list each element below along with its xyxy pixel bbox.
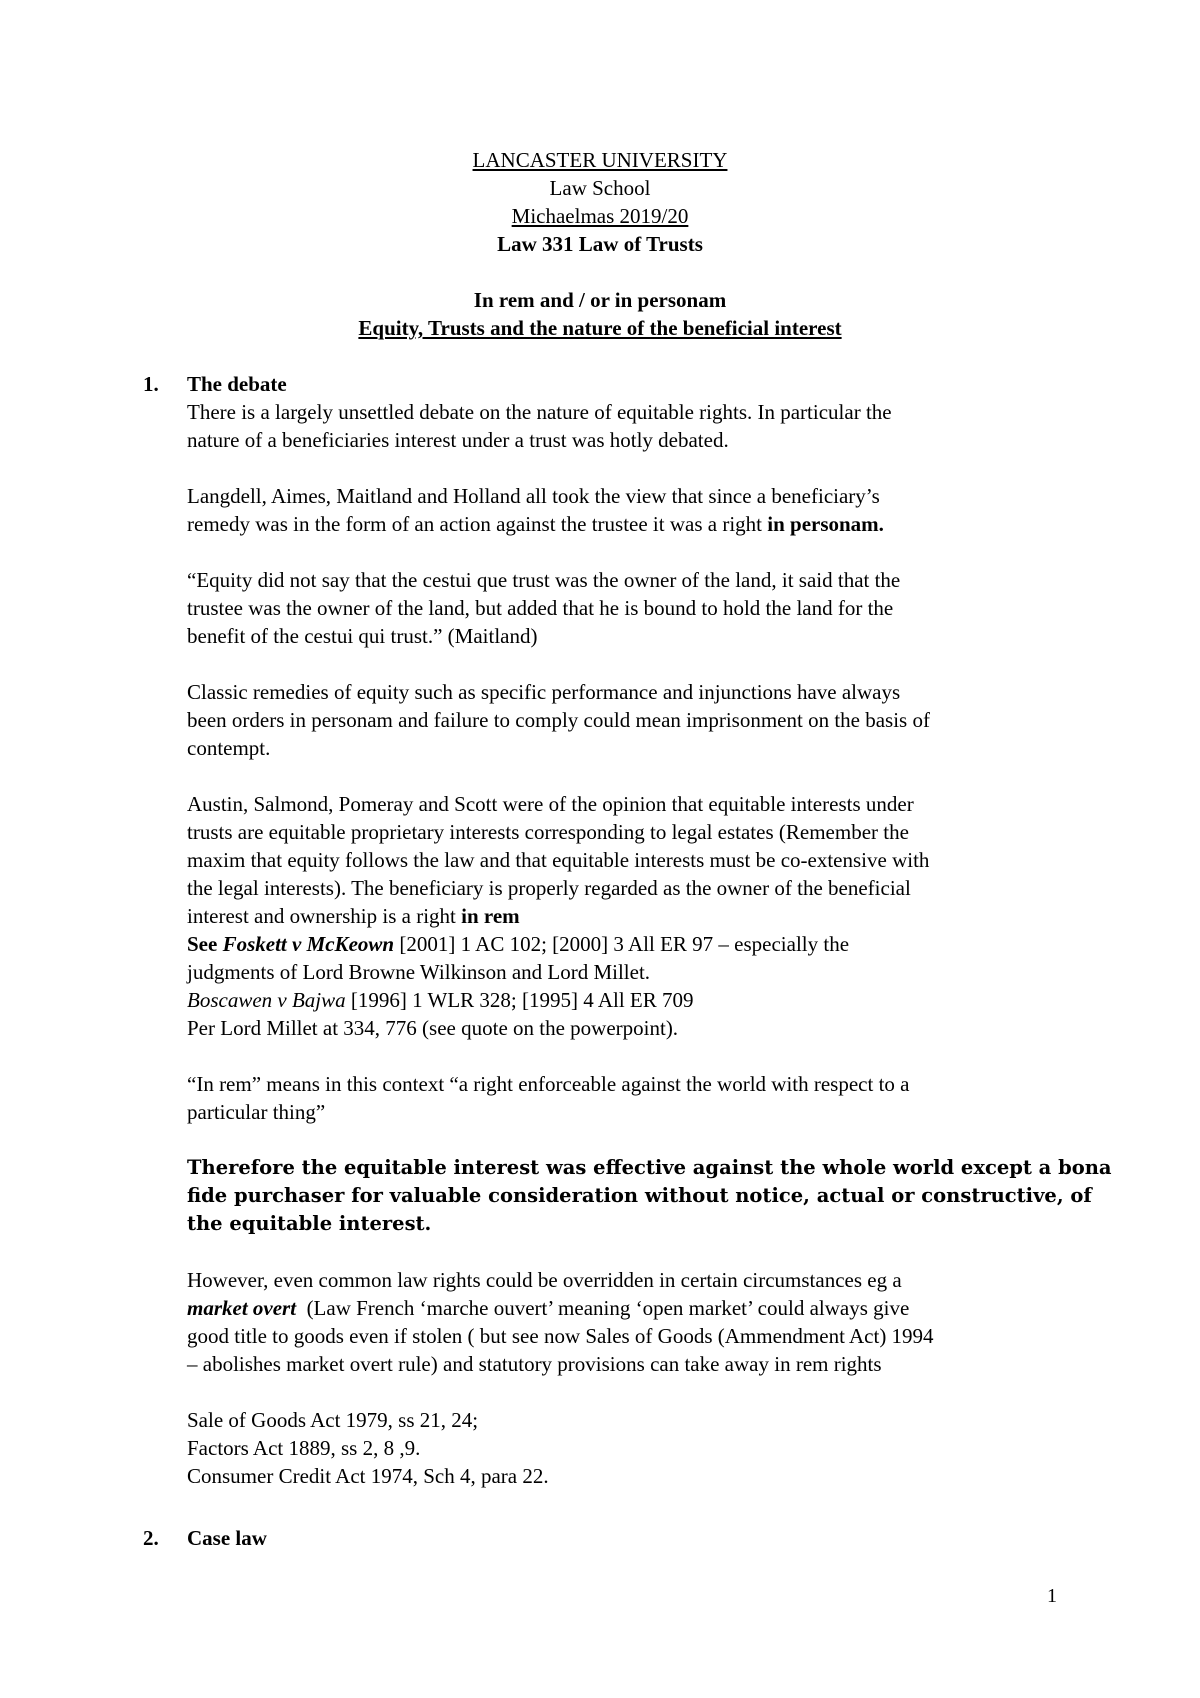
paragraph-line: trusts are equitable proprietary interests corresponding to legal estates (Remember the [187,820,909,844]
paragraph-line: There is a largely unsettled debate on the nature of equitable rights. In particular the [187,400,892,424]
see-label: See [187,932,223,956]
paragraph-line: judgments of Lord Browne Wilkinson and Lord Millet. [187,960,651,984]
paragraph-line: Per Lord Millet at 334, 776 (see quote on the powerpoint). [187,1016,679,1040]
paragraph-line: particular thing” [187,1100,326,1124]
case-name-boscawen: Boscawen v Bajwa [187,988,346,1012]
statute-item: Consumer Credit Act 1974, Sch 4, para 22. [187,1464,549,1488]
section-1-heading: The debate [187,372,287,396]
school-name: Law School [549,176,651,200]
paragraph-line: the equitable interest. [187,1212,432,1235]
paragraph-line: nature of a beneficiaries interest under a trust was hotly debated. [187,428,729,452]
statute-item: Factors Act 1889, ss 2, 8 ,9. [187,1436,421,1460]
case-citation-foskett [187,930,1067,958]
paragraph-line: maxim that equity follows the law and that equitable interests must be co-extensive with [187,848,930,872]
paragraph-line: Langdell, Aimes, Maitland and Holland all took the view that since a beneficiary’s [187,484,880,508]
market-overt-term: market overt [187,1296,297,1320]
page-number: 1 [1047,1585,1057,1607]
paragraph-line: – abolishes market overt rule) and statutory provisions can take away in rem rights [187,1352,882,1376]
section-1-number: 1. [143,372,159,396]
quote-line: “Equity did not say that the cestui que trust was the owner of the land, it said that the [187,568,901,592]
paragraph-line: the legal interests). The beneficiary is properly regarded as the owner of the beneficial [187,876,911,900]
in-rem-emphasis: in rem [461,904,520,928]
paragraph-line: Therefore the equitable interest was effective against the whole world except a bona [187,1156,1112,1179]
paragraph-line: Classic remedies of equity such as specific performance and injunctions have always [187,680,901,704]
paragraph-line: good title to goods even if stolen ( but see now Sales of Goods (Ammendment Act) 1994 [187,1324,934,1348]
paragraph-line: contempt. [187,736,271,760]
citation-text: [1996] 1 WLR 328; [1995] 4 All ER 709 [345,988,694,1012]
module-title: Law 331 Law of Trusts [497,232,703,256]
conclusion-paragraph [187,1154,1112,1238]
case-citation-boscawen [187,986,1067,1014]
in-personam-emphasis: in personam. [767,512,884,536]
paragraph-line [187,902,1067,930]
quote-line: benefit of the cestui qui trust.” (Maitland) [187,624,538,648]
topic-title: In rem and / or in personam [473,288,727,312]
case-name-foskett: Foskett v McKeown [222,932,395,956]
section-2-number: 2. [143,1526,159,1550]
paragraph-line: However, even common law rights could be overridden in certain circumstances eg a [187,1268,902,1292]
paragraph-line: “In rem” means in this context “a right enforceable against the world with respect to a [187,1072,910,1096]
text-run: interest and ownership is a right [187,904,462,928]
section-2-body [187,1524,1067,1552]
document-header [0,146,1200,342]
section-1-body [187,370,1112,1490]
university-name: LANCASTER UNIVERSITY [472,148,728,172]
document-subtitle: Equity, Trusts and the nature of the beneficial interest [358,316,842,340]
paragraph-line [187,510,1067,538]
citation-text: [2001] 1 AC 102; [2000] 3 All ER 97 – especially the [394,932,850,956]
text-run: (Law French ‘marche ouvert’ meaning ‘open market’ could always give [296,1296,910,1320]
term-label: Michaelmas 2019/20 [511,204,689,228]
quote-line: trustee was the owner of the land, but added that he is bound to hold the land for the [187,596,894,620]
paragraph-line [187,1294,1067,1322]
paragraph-line: been orders in personam and failure to comply could mean imprisonment on the basis of [187,708,930,732]
section-2-heading: Case law [187,1526,267,1550]
paragraph-line: fide purchaser for valuable consideration without notice, actual or constructive, of [187,1184,1092,1207]
text-run: remedy was in the form of an action against the trustee it was a right [187,512,768,536]
paragraph-line: Austin, Salmond, Pomeray and Scott were of the opinion that equitable interests under [187,792,914,816]
statute-item: Sale of Goods Act 1979, ss 21, 24; [187,1408,479,1432]
